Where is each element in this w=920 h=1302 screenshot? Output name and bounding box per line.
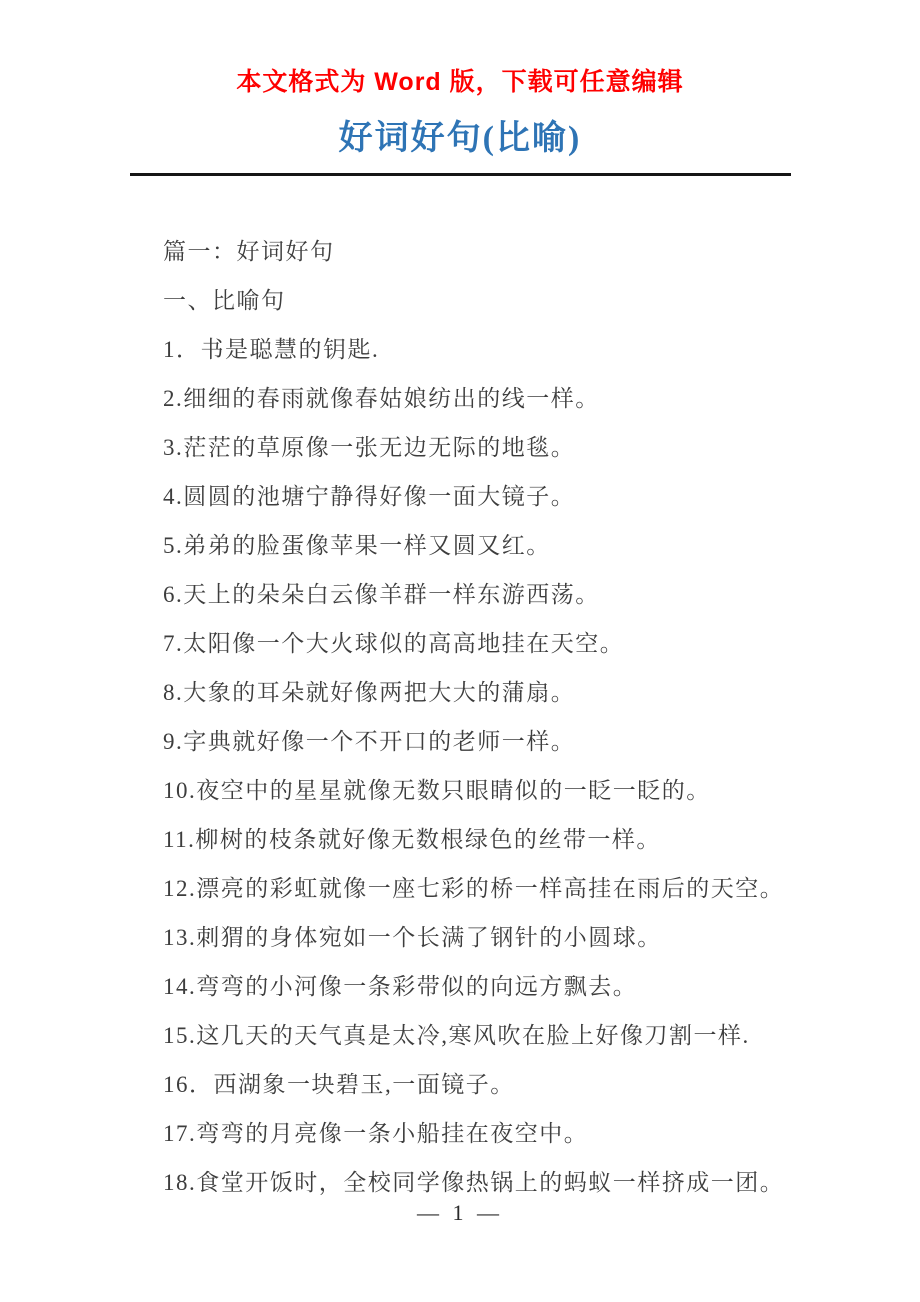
body-paragraph: 10.夜空中的星星就像无数只眼睛似的一眨一眨的。: [163, 778, 711, 803]
page-number: — 1 —: [417, 1200, 503, 1225]
body-paragraph: 15.这几天的天气真是太冷,寒风吹在脸上好像刀割一样.: [163, 1023, 750, 1048]
body-paragraph: 14.弯弯的小河像一条彩带似的向远方飘去。: [163, 974, 638, 999]
page-title: 好词好句(比喻): [338, 120, 582, 157]
title-divider-rule: [130, 173, 791, 176]
body-paragraph: 8.大象的耳朵就好像两把大大的蒲扇。: [163, 680, 576, 705]
body-paragraph: 5.弟弟的脸蛋像苹果一样又圆又红。: [163, 533, 551, 558]
body-paragraph: 一、比喻句: [163, 288, 286, 313]
body-paragraph: 9.字典就好像一个不开口的老师一样。: [163, 729, 576, 754]
body-paragraph: 1．书是聪慧的钥匙.: [163, 337, 380, 362]
body-paragraph: 11.柳树的枝条就好像无数根绿色的丝带一样。: [163, 827, 661, 852]
body-paragraph: 7.太阳像一个大火球似的高高地挂在天空。: [163, 631, 625, 656]
word-format-notice: 本文格式为 Word 版，下载可任意编辑: [236, 68, 684, 96]
body-paragraph: 6.天上的朵朵白云像羊群一样东游西荡。: [163, 582, 600, 607]
body-paragraph: 12.漂亮的彩虹就像一座七彩的桥一样高挂在雨后的天空。: [163, 876, 785, 901]
body-paragraph: 17.弯弯的月亮像一条小船挂在夜空中。: [163, 1121, 589, 1146]
document-body: [130, 238, 890, 1218]
body-paragraph: 13.刺猬的身体宛如一个长满了钢针的小圆球。: [163, 925, 662, 950]
body-paragraph: 3.茫茫的草原像一张无边无际的地毯。: [163, 435, 576, 460]
body-paragraph: 16．西湖象一块碧玉,一面镜子。: [163, 1072, 515, 1097]
body-paragraph: 2.细细的春雨就像春姑娘纺出的线一样。: [163, 386, 600, 411]
body-paragraph: 18.食堂开饭时，全校同学像热锅上的蚂蚁一样挤成一团。: [163, 1170, 785, 1195]
body-paragraph: 篇一：好词好句: [163, 239, 335, 264]
body-paragraph: 4.圆圆的池塘宁静得好像一面大镜子。: [163, 484, 576, 509]
